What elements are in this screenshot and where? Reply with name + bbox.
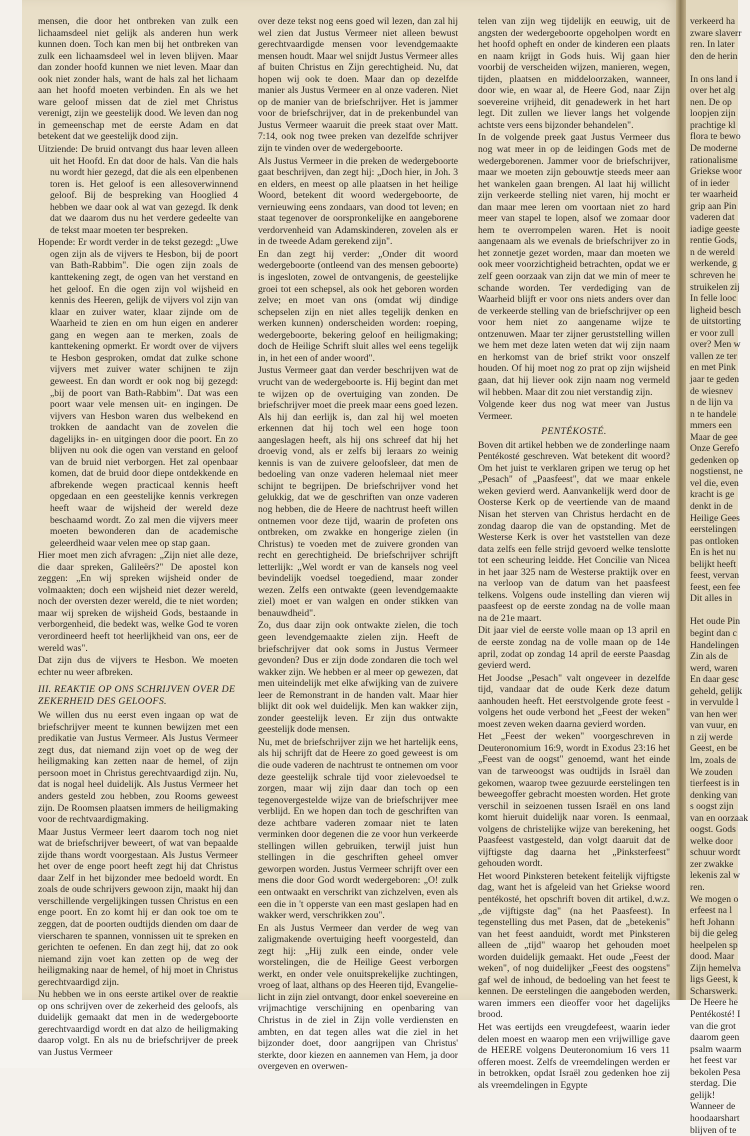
paragraph: Zo, dus daar zijn ook ontwakte zielen, die toch geen levendgemaakte zielen zijn. Heeft de briefschrijver dat ook soms in Justus Vermeer gevonden? Dus er zijn dode zondaren die toch wel wakker zijn. We hebben er al meer op gewezen, dat men uiteindelijk met elke afwijking van de zuivere leer de Remonstrant in de handen valt. Maar hier blijkt dit ook wel duidelijk. Men kan wakker zijn, zonder geestelijk leven. Er zijn dus ontwakte geestelijk dode mensen. [258,620,458,735]
text-fragment: erfeest na l [690,905,750,917]
paragraph: over deze tekst nog eens goed wil lezen, dan zal hij wel zien dat Justus Vermeer niet alleen bewust gerechtvaardigde mensen voor levendgemaakte mensen houdt. Maar wel snijdt Justus Vermeer alles af buiten Christus en Zijn gerechtigheid. Nu, dat hopen wij ook te doen. Maar dan op dezelfde manier als Justus Vermeer en al onze vaderen. Niet op de manier van de briefschrijver. Het is jammer voor de briefschrijver, dat in de prekenbundel van Justus Vermeer waaruit die preek staat over Matt. 7:14, ook nog twee preken van dezelfde schrijver zijn te vinden over de wedergeboorte. [258,16,458,155]
section-heading: III. REAKTIE OP ONS SCHRIJVEN OVER DE ZEKERHEID DES GELOOFS. [38,684,238,707]
text-fragment: De Heere he [690,997,750,1009]
text-fragment: ren. [690,882,750,894]
paragraph: En dan zegt hij verder: „Onder dit woord wedergeboorte (ontleend van des mensen geboorte) is ingesloten, zowel de ontvangenis, de geestelijke groei tot een schepsel, als ook het geboren worden zelve; en moet van ons (omdat wij dindige schepselen zijn en niet alles tegelijk denken en werken kunnen) onderscheiden worden: roeping, wedergeboorte, bekering geloof en heiligmaking; doch de Heilige Schrift sluit alles wel eens tegelijk in, in het een of ander woord". [258,249,458,364]
text-fragment: werkende, g [690,258,750,270]
text-fragment: gedenken op [690,455,750,467]
text-fragment: tierfeest is in [690,778,750,790]
paragraph: Nu hebben we in ons eerste artikel over de reaktie op ons schrijven over de zekerheid des geloofs, als duidelijk gemaakt dat men in de wedergeboorte gerechtvaardigd wordt en dat alzo de heiligmaking daarop volgt. En als nu de briefschrijver de preek van Justus Vermeer [38,989,238,1058]
text-fragment: sterdag. Die [690,1078,750,1090]
text-fragment: En is het nu [690,547,750,559]
text-fragment: werd, waren [690,663,750,675]
paragraph: Hier moet men zich afvragen: „Zijn niet alle deze, die daar spreken, Galileërs?" De apostel kon zeggen: „En wij spreken wijsheid onder de volmaakten; doch een wijsheid niet dezer wereld, noch der oversten dezer wereld, die te niet worden; maar wij spreken de wijsheid Gods, bestaande in verborgenheid, die bedekt was, welke God te voren verordineerd heeft tot heerlijkheid van ons, eer de wereld was". [38,550,238,654]
text-column-3 [478,16,670,994]
text-fragment: Het oude Pin [690,616,750,628]
paragraph: We willen dus nu eerst even ingaan op wat de briefschrijver meent te kunnen bewijzen met een predikatie van Justus Vermeer. Als Justus Vermeer zegt dus, dat niemand zijn voet op de weg der heiligmaking kan zetten naar de hemel, of zijn persoon moet in Christus gerechtvaardigd zijn. Nu, dat is nogal heel duidelijk. Als Justus Vermeer het anders gesteld zou hebben, zou Rooms geweest zijn. De Roomsen plaatsen immers de heiligmaking voor de rechtvaardigmaking. [38,710,238,825]
text-fragment: struikelen zij [690,282,750,294]
text-column-1 [38,16,238,994]
paragraph: Volgende keer dus nog wat meer van Justus Vermeer. [478,399,670,422]
text-fragment: s oogst zijn [690,801,750,813]
paragraph: Als Justus Vermeer in die preken de wedergeboorte gaat beschrijven, dan zegt hij: „Doch hier, in Joh. 3 en elders, en meest op alle plaatsen in het heilige Woord, betekent dit woord wedergeboorte, de vernieuwing eens zondaars, van dood tot leven; en staat tegenover de oorspronkelijke en aangeborene verdorvenheid van Adamskinderen, zovelen als er in de tweede Adam gerekend zijn". [258,156,458,248]
text-fragment: eerstelingen [690,524,750,536]
text-fragment: den de herin [690,51,750,63]
text-fragment: het feest var [690,1055,750,1067]
text-fragment: blijven of te [690,1125,750,1136]
text-fragment: pas ontloken [690,536,750,548]
text-fragment: De moderne [690,143,750,155]
paragraph: Het „Feest der weken" voorgeschreven in Deuteronomium 16:9, wordt in Exodus 23:16 het „Feest van de oogst" genoemd, want het einde van de tarweoogst was oudtijds in Israël dan gekomen, waarop twee gezuurde eerstelingen ten beweegoffer gebracht moesten worden. Het grote verschil in seizoenen tussen Israël en ons land komt hieruit duidelijk naar voren. Is eenmaal, volgens de christelijke wijze van berekening, het Paasfeest vastgesteld, dan volgt daaruit dat de vijftigste dag daarna het „Pinksterfeest" gehouden wordt. [478,731,670,870]
text-fragment: kracht is ge [690,489,750,501]
paragraph: In de volgende preek gaat Justus Vermeer dus nog wat meer in op de leidingen Gods met de wedergeborenen. Jammer voor de briefschrijver, maar we moeten zijn gebouwtje steeds meer aan het wankelen gaan brengen. Al laat hij willicht zijn verkeerde stelling niet varen, hij mocht er dan maar mee leren om voortaan niet zo hard meer van stapel te lopen, alsof we zomaar door hem te overrompelen waren. Het is nooit aangenaam als we evenals de briefschrijver zo in het zonnetje gezet worden, maar dan moeten we ook meer voorzichtigheid betrachten, opdat we er zelf geen oorzaak van zijn dat we min of meer te schande worden. Ter verdediging van de Waarheid blijft er voor ons niets anders over dan de verkeerde stelling van de briefschrijver op een voor hem niet zo aangename wijze te ontzenuwen. Maar ter zijner geruststelling willen we hem met deze laten weten dat wij zijn naam en herkomst van de brief strikt voor onszelf houden. Of hij moet nog zo prat op zijn wijsheid gaan, dat hij liever ook zijn naam nog vermeld wil hebben. Maar dit zou niet verstandig zijn. [478,132,670,398]
text-fragment: Onze Gerefo [690,443,750,455]
text-fragment: geheld, gelijk [690,686,750,698]
section-label: Hopende: [38,237,75,249]
text-fragment: de wiesnev [690,386,750,398]
text-fragment: rationalisme [690,155,750,167]
paragraph-text: Er wordt verder in de tekst gezegd: „Uwe ogen zijn als de vijvers te Hesbon, bij de poort van Bath-Rabbim". Die ogen zijn zoals de kanttekening zegt, de ogen van het verstand en het geloof. En die ogen zijn vol wijsheid en kennis des Heeren, gelijk de vijvers vol zijn van klaar en zuiver water, klaar zijnde om de Waarheid te zien en om hun eigen en anderer gang en wegen aan te merken, zoals de kanttekening opmerkt. Er wordt over de vijvers te Hesbon gesproken, omdat dat zulke schone vijvers met zuiver water schijnen te zijn geweest. En dan wordt er ook nog bij gezegd: „bij de poort van Bath-Rabbim". Dat was een poort waar vele mensen uit- en ingingen. De vijvers van Hesbon waren dus welbekend en trokken de aandacht van de zovelen die dagelijks in- en uitgingen door die poort. En zo blijven nu ook die ogen van verstand en geloof van de bruid niet verborgen. Het zal openbaar komen, dat de bruid door diepe ontdekkende en afbrekende wegen practicaal kennis heeft opgedaan en een geestelijke kennis verkregen heeft waar de wijsheid der wereld deze beschaamd wordt. Zo zal men die vijvers meer moeten bewonderen dan de academische geleerdheid waar velen mee op stap gaan. [50,237,238,548]
text-fragment: zer zwakke [690,859,750,871]
text-fragment: hoodaarshart [690,1113,750,1125]
text-fragment: bekolen Pesa [690,1067,750,1079]
text-fragment: denkt in de [690,501,750,513]
text-fragment [690,62,750,74]
text-fragment: daarom geen [690,1032,750,1044]
text-fragment: van en oorzaak [690,813,750,825]
text-fragment: dood. Maar [690,951,750,963]
text-fragment: de uitstorting [690,316,750,328]
text-fragment: En daar gesc [690,674,750,686]
text-fragment: en met Pink [690,362,750,374]
paragraph: Het Joodse „Pesach" valt ongeveer in dezelfde tijd, vandaar dat de oude Kerk deze datum aanhouden heeft. Het eerstvolgende grote feest - volgens het oude verbond het „Feest der weken" moest zeven weken daarna gevierd worden. [478,673,670,731]
text-fragment: ter waarheid [690,189,750,201]
text-fragment: loopjen zijn [690,108,750,120]
text-fragment: We zouden [690,767,750,779]
facing-page-text-fragments [690,16,750,994]
text-fragment: n zij werde [690,732,750,744]
text-fragment: feest, vervan [690,570,750,582]
text-fragment: begint dan c [690,628,750,640]
text-fragment: grip aan Pin [690,201,750,213]
paragraph: Justus Vermeer gaat dan verder beschrijven wat de vrucht van de wedergeboorte is. Hij begint dan met te wijzen op de overtuiging van zonden. De briefschrijver moet die preek maar eens goed lezen. Als hij dan eerlijk is, dan zal hij wel moeten erkennen dat hij toch wel een hoge toon aangeslagen heeft, als hij ons schreef dat hij het droevig vond, als er zelfs bij leraars zo weinig kennis is van de zuivere geloofsleer, dat men de bedoeling van onze vaderen helemaal niet meer schijnt te begrijpen. De briefschrijver vond het gelukkig, dat we de geschriften van onze vaderen nog hebben, die de Heere de nachtrust heeft willen ontnemen voor deze tijd, waarin de profeten ons ontbreken, om zwakke en hongerige zielen (in Christus) te voeden met de zuivere gronden van recht en gerechtigheid. De briefschrijver schrijft letterlijk: „Wel wordt er van de kansels nog veel bevindelijk voedsel toegediend, maar zonder wezen. Zelfs een ontwakte (geen levendgemaakte ziel) moet er van walgen en onder stikken van benauwdheid". [258,365,458,619]
text-fragment: nogstienst, ne [690,466,750,478]
text-fragment: Griekse woor [690,166,750,178]
text-fragment: van vuur, en [690,720,750,732]
text-fragment: n te handele [690,409,750,421]
text-fragment: vallen ze ter [690,351,750,363]
paragraph: Dit jaar viel de eerste volle maan op 13 april en de eerste zondag na de volle maan op de 14e april, zodat op zondag 14 april de eerste Paasdag gevierd werd. [478,625,670,671]
text-fragment: schreven he [690,270,750,282]
text-fragment: Scharswerk. [690,986,750,998]
text-fragment: n de wereld [690,247,750,259]
text-fragment: Wanneer de [690,1101,750,1113]
text-fragment: ligheid besch [690,305,750,317]
text-fragment: jaar te geden [690,374,750,386]
paragraph: Boven dit artikel hebben we de zonderlinge naam Pentékosté geschreven. Wat betekent dit woord? Om het juist te verklaren gripen we terug op het „Pesach" of „Paasfeest", dat we maar enkele weken gevierd werd. Aanvankelijk werd door de Oosterse Kerk op de veertiende van de maand Nisan het sterven van Christus herdacht en de zondag daarop die van de opstanding. Met de Westerse Kerk is over het vaststellen van deze data zelfs een felle strijd gevoerd welke tenslotte tot een scheuring leidde. Het Concilie van Nicea in het jaar 325 nam de Westerse praktijk over en na verloop van de datum van het paasfeest telkens. Volgens oude instelling dan vieren wij paasfeest op de eerste zondag na de volle maan na de 21e maart. [478,440,670,625]
text-fragment: psalm waarm [690,1044,750,1056]
text-fragment: In ons land i [690,74,750,86]
paragraph-uitziende [38,144,238,236]
text-fragment: Geest, en be [690,743,750,755]
paragraph: Dat zijn dus de vijvers te Hesbon. We moeten echter nu weer afbreken. [38,655,238,678]
text-fragment: van hen wer [690,709,750,721]
text-fragment: nen. De op [690,97,750,109]
text-fragment: n de lijn va [690,397,750,409]
paragraph: telen van zijn weg tijdelijk en eeuwig, uit de angsten der wedergeboorte opgeholpen wordt en het hoofd opheft en onder de kinderen een plaats en naam krijgt in Gods huis. Wij gaan hier voorbij de verscheiden wijzen, manieren, wegen, tijden, plaatsen en middeloorzaken, wanneer, door wie, en waar al, de Heere God, naar Zijn soevereine vrijheid, dit genadewerk in het hart legt. Dit zullen we liever langs het volgende achtste vers eens bijzonder behandelen". [478,16,670,131]
paragraph: Het was eertijds een vreugdefeest, waarin ieder delen moest en waarop men een vrijwillige gave de HEERE volgens Deuteronomium 16 vers 11 offeren moest. Zelfs de vreemdelingen werden er in betrokken, opdat Israël zou gedenken hoe zij als vreemdelingen in Egypte [478,1022,670,1091]
text-fragment: mmers een [690,420,750,432]
text-fragment: oogst. Gods [690,824,750,836]
section-label: Uitziende: [38,144,78,156]
text-fragment: Zin als de [690,651,750,663]
text-fragment: ligs Geest, k [690,974,750,986]
text-fragment: In felle looc [690,293,750,305]
text-fragment: ren. In later [690,39,750,51]
text-fragment: denking van [690,790,750,802]
text-fragment: Dit alles in [690,593,750,605]
text-fragment: in vervulde l [690,697,750,709]
paragraph: Maar Justus Vermeer leert daarom toch nog niet wat de briefschrijver beweert, of wat van bepaalde zijde thans wordt voorgestaan. Als Justus Vermeer het over de enge poort heeft zegt hij dat Christus daar Zelf in het bijzonder mee bedoeld wordt. En zoals de oude schrijvers gewoon zijn, maakt hij dan verschillende vergelijkingen tussen Christus en een enge poort. En zo komt hij er dan ook toe om te zeggen, dat de poorten oudtijds dienden om daar de vierscharen te spannen, vonnissen uit te spreken en gerichten te oefenen. En dan zegt hij, dat zo ook niemand zijn voet kan zetten op de weg der heiligmaking naar de hemel, of hij moet in Christus gerechtvaardigd zijn. [38,827,238,989]
text-fragment: van die grot [690,1021,750,1033]
text-fragment: vel die, even [690,478,750,490]
text-fragment: bij die geleg [690,928,750,940]
text-fragment: Zijn hemelva [690,963,750,975]
paragraph: En als Justus Vermeer dan verder de weg van zaligmakende overtuiging heeft voorgesteld, dan zegt hij: „Hij zulk een einde, onder vele worstelingen, die de Heilige Geest verborgen werkt, en onder vele onuitsprekelijke zuchtingen, vroeg of laat, althans op des Heeren tijd, Evangelie-licht in zijn ziel ontvangt, door enkel soevereine en vrijmachtige verschijning en openbaring van Christus in de ziel in Zijn volle verdiensten en ambten, en dat tegen alles wat die ziel in het bijzonder doet, door aangrijpen van Christus' sterkte, door kiezen en aannemen van Hem, ja door overgeven en overwen- [258,923,458,1073]
text-fragment: lekenis zal w [690,870,750,882]
text-fragment: over het alg [690,85,750,97]
text-fragment: of in ieder [690,178,750,190]
text-fragment: belijkt heeft [690,559,750,571]
text-fragment: flora te bewo [690,131,750,143]
text-fragment: rentie Gods, [690,235,750,247]
text-fragment: er voor zull [690,328,750,340]
paragraph: mensen, die door het ontbreken van zulk een lichaamsdeel niet gelijk als anderen hun werk kunnen doen. Toch kan men bij het ontbreken van zulk een lichaamsdeel wel in leven blijven. Maar dan zonder hoofd kunnen we niet leven. Maar dan ook niet zonder hals, want de hals zal het lichaam aan het hoofd moeten verbinden. En als we het ware geloof missen dat de ziel met Christus verenigt, zijn we geestelijk dood. We leven dan nog in gemeenschap met de eerste Adam en dat betekent dat we geestelijk dood zijn. [38,16,238,143]
text-fragment: Heilige Gees [690,513,750,525]
text-fragment: gelijk! [690,1090,750,1102]
paragraph-hopende [38,237,238,549]
text-fragment: lm, zoals de [690,755,750,767]
text-fragment: over? Men w [690,339,750,351]
paragraph: Nu, met de briefschrijver zijn we het hartelijk eens, als hij schrijft dat de Heere zo goed geweest is om die oude vaderen de nachtrust te ontnemen om voor deze geestelijk schrale tijd voor zielevoedsel te zorgen, maar wij zijn daar dan toch op een tegenovergestelde wijze van de briefschrijver mee verblijd. En we hopen dan toch de geschriften van deze achtbare vaderen zomaar niet te laten verminken door degenen die ze voor hun verkeerde stellingen willen gebruiken, terwijl juist hun stellingen in die geschriften geheel omver geworpen worden. Justus Vermeer schrijft over een mens die door God wordt wedergeboren: „O! zulk een ontwaakt en verschrikt van zichzelven, even als een die in 't opperste van een mast geslapen had en wakker werd, verschrikken zou". [258,737,458,922]
text-fragment: We mogen o [690,894,750,906]
text-fragment: Maar de gee [690,432,750,444]
text-fragment: heft Johann [690,917,750,929]
text-fragment: verkeerd ha [690,16,750,28]
text-fragment: welke door [690,836,750,848]
section-heading: PENTÉKOSTÉ. [478,426,670,438]
paragraph: Het woord Pinksteren betekent feitelijk vijftigste dag, want het is afgeleid van het Griekse woord pentékosté, het opschrift boven dit artikel, d.w.z. „de vijftigste dag" (na het Paasfeest). In tegenstelling dus met Pasen, dat de „betekenis" van het feest aanduidt, wordt met Pinksteren alleen de „tijd" waarop het gehouden moet worden duidelijk gemaakt. Het oude „Feest der weken", of nog duidelijker „Feest des oogstens" gaf wel de inhoud, de bedoeling van het feest te kennen. De eerstelingen die aangeboden werden, waren immers een dieoffer voor het dagelijks brood. [478,871,670,1021]
text-fragment: feest, een fee [690,582,750,594]
text-fragment: vaderen dat [690,212,750,224]
text-fragment [690,605,750,617]
paragraph-text: De bruid ontvangt dus haar leven alleen uit het Hoofd. En dat door de hals. Van die hals nu wordt hier gezegd, dat die als een elpenbenen toren is. Het geloof is een allesoverwinnend geloof. Bij de bespreking van Hooglied 4 hebben we daar ook al wat van gezegd. Ik denk dat we daarom dus nu het verdere gedeelte van de tekst maar moeten ter bespreken. [50,144,238,236]
book-gutter [676,0,686,1000]
text-fragment: Pentékosté! I [690,1009,750,1021]
text-fragment: iadige geeste [690,224,750,236]
text-fragment: zware slaverr [690,28,750,40]
text-fragment: prachtige kl [690,120,750,132]
text-fragment: Handelingen [690,640,750,652]
text-fragment: heelpelen sp [690,940,750,952]
text-fragment: schuur wordt [690,847,750,859]
text-column-2 [258,16,458,994]
